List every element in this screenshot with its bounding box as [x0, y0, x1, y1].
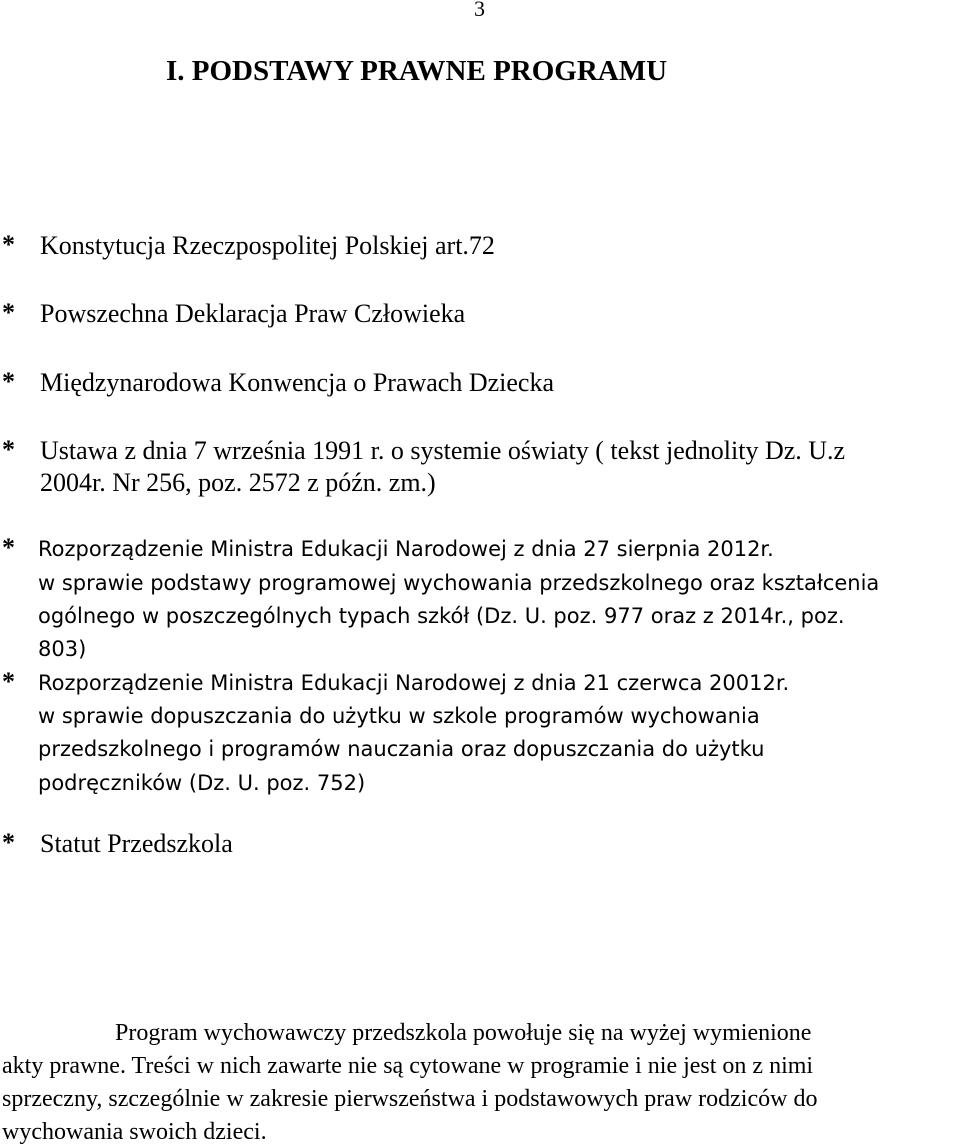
bullet-star: * — [2, 367, 15, 396]
list-item: Ustawa z dnia 7 września 1991 r. o systemie oświaty ( tekst jednolity Dz. U.z — [40, 436, 846, 465]
list-item-continuation: w sprawie podstawy programowej wychowania przedszkolnego oraz kształcenia — [38, 571, 880, 595]
list-item: Rozporządzenie Ministra Edukacji Narodowej z dnia 21 czerwca 20012r. — [38, 671, 790, 695]
list-item-continuation: 2004r. Nr 256, poz. 2572 z późn. zm.) — [40, 468, 436, 497]
bullet-star: * — [2, 828, 15, 857]
bullet-star: * — [2, 230, 15, 259]
bullet-star: * — [2, 533, 15, 562]
list-item: Konstytucja Rzeczpospolitej Polskiej art.72 — [40, 231, 495, 260]
list-item-continuation: ogólnego w poszczególnych typach szkół (Dz. U. poz. 977 oraz z 2014r., poz. — [38, 604, 845, 628]
paragraph-line: Program wychowawczy przedszkola powołuje się na wyżej wymienione — [115, 1020, 812, 1046]
page-heading: I. PODSTAWY PRAWNE PROGRAMU — [166, 55, 668, 87]
list-item: Statut Przedszkola — [40, 829, 233, 858]
page-number: 3 — [474, 0, 485, 21]
list-item-continuation: 803) — [38, 637, 87, 661]
bullet-star: * — [2, 298, 15, 327]
bullet-star: * — [2, 667, 15, 696]
paragraph-line: akty prawne. Treści w nich zawarte nie są cytowane w programie i nie jest on z nimi — [2, 1053, 814, 1079]
paragraph-line: sprzeczny, szczególnie w zakresie pierwszeństwa i podstawowych praw rodziców do — [2, 1086, 818, 1112]
list-item-continuation: podręczników (Dz. U. poz. 752) — [38, 771, 366, 795]
bullet-star: * — [2, 435, 15, 464]
list-item: Międzynarodowa Konwencja o Prawach Dziecka — [40, 368, 555, 397]
list-item-continuation: w sprawie dopuszczania do użytku w szkole programów wychowania — [38, 704, 760, 728]
list-item: Rozporządzenie Ministra Edukacji Narodowej z dnia 27 sierpnia 2012r. — [38, 537, 774, 561]
list-item-continuation: przedszkolnego i programów nauczania oraz dopuszczania do użytku — [38, 737, 765, 761]
list-item: Powszechna Deklaracja Praw Człowieka — [40, 299, 466, 328]
paragraph-line: wychowania swoich dzieci. — [2, 1119, 267, 1145]
